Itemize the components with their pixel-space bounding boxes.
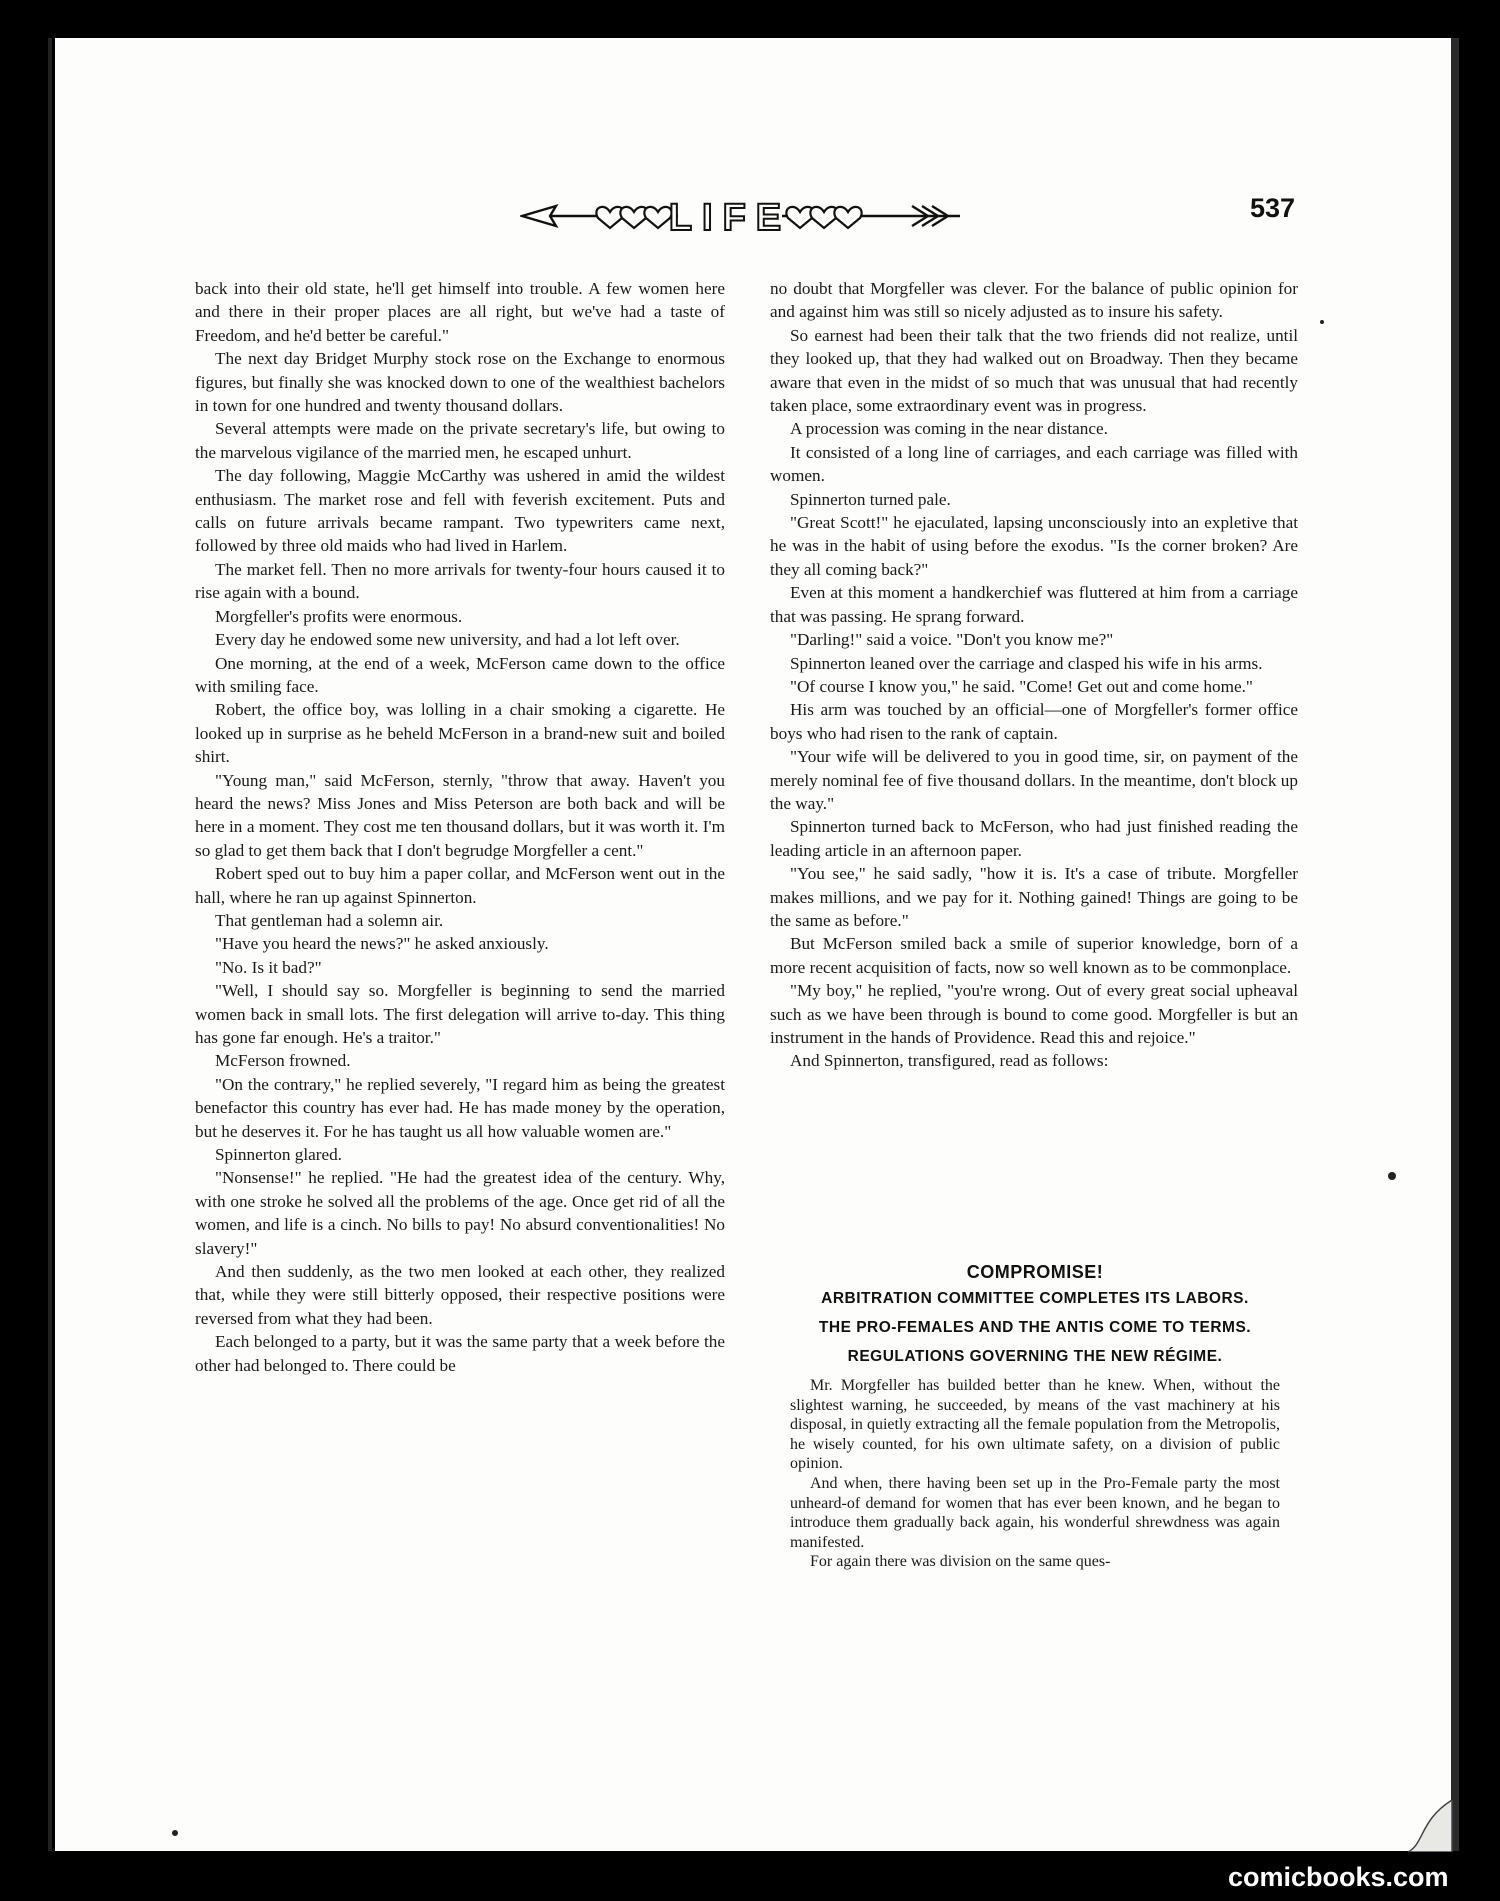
paragraph: Spinnerton glared. — [215, 1145, 342, 1165]
ink-speck — [1320, 320, 1324, 324]
paragraph: And Spinnerton, transfigured, read as follows: — [790, 1051, 1109, 1071]
paragraph: back into their old state, he'll get himself into trouble. A few women here and there in their proper places are all right, but we've had a taste of Freedom, and he'd better be careful." — [195, 279, 725, 345]
paragraph: "On the contrary," he replied severely, "I regard him as being the greatest benefactor this country has ever had. He has made money by the operation, but he deserves it. For he has taught us all how valuable women are." — [195, 1074, 725, 1141]
paragraph: "No. Is it bad?" — [215, 957, 322, 977]
paragraph: "My boy," he replied, "you're wrong. Out of every great social upheaval such as we have been through is bound to come good. Morgfeller is but an instrument in the hands of Providence. Read this and rejoice." — [770, 981, 1298, 1047]
hearts-left-icon — [596, 207, 671, 228]
paragraph: "Great Scott!" he ejaculated, lapsing unconsciously into an expletive that he was in the habit of using before the exodus. "Is the corner broken? Are they all coming back?" — [770, 513, 1298, 579]
article-subhead: REGULATIONS GOVERNING THE NEW RÉGIME. — [847, 1348, 1223, 1365]
paragraph: One morning, at the end of a week, McFerson came down to the office with smiling face. — [195, 653, 725, 696]
article-subhead: THE PRO-FEMALES AND THE ANTIS COME TO TERMS. — [818, 1319, 1252, 1336]
paragraph: "Darling!" said a voice. "Don't you know me?" — [790, 630, 1114, 650]
watermark: comicbooks.com — [1228, 1862, 1449, 1892]
paragraph: Each belonged to a party, but it was the same party that a week before the other had belonged to. There could be — [195, 1332, 725, 1375]
paragraph: Robert, the office boy, was lolling in a chair smoking a cigarette. He looked up in surprise as he beheld McFerson in a brand-new suit and boiled shirt. — [195, 700, 725, 767]
binding-gutter — [48, 38, 52, 1851]
paragraph: "Young man," said McFerson, sternly, "throw that away. Haven't you heard the news? Miss Jones and Miss Peterson are both back and will be here in a moment. They cost me ten thousand dollars, but it was worth it. I'm so glad to get them back that I don't begrudge Morgfeller a cent." — [195, 770, 725, 860]
newspaper-article — [790, 1262, 1280, 1572]
paragraph: The next day Bridget Murphy stock rose on the Exchange to enormous figures, but finally she was knocked down to one of the wealthiest bachelors in town for one hundred and twenty thousand dollars. — [195, 349, 725, 416]
paragraph: So earnest had been their talk that the two friends did not realize, until they looked up, that they had walked out on Broadway. Then they became aware that even in the midst of so much that was unusual that had recently taken place, some extraordinary event was in progress. — [770, 325, 1298, 416]
paragraph: no doubt that Morgfeller was clever. For the balance of public opinion for and against him was still so nicely adjusted as to insure his safety. — [770, 279, 1298, 322]
paragraph: Spinnerton turned back to McFerson, who had just finished reading the leading article in an afternoon paper. — [770, 817, 1298, 860]
ink-speck — [172, 1830, 178, 1836]
paragraph: That gentleman had a solemn air. — [215, 910, 444, 930]
article-body — [790, 1376, 1280, 1572]
paragraph: His arm was touched by an official—one of Morgfeller's former office boys who had risen to the rank of captain. — [770, 700, 1298, 743]
paragraph: For again there was division on the same ques- — [810, 1553, 1111, 1571]
paragraph: "Nonsense!" he replied. "He had the greatest idea of the century. Why, with one stroke he solved all the problems of the age. Once get rid of all the women, and life is a cinch. No bills to pay! No absurd conventionalities! No slavery!" — [195, 1168, 725, 1258]
hearts-right-icon — [786, 207, 861, 228]
page-corner-curl-icon — [1408, 1800, 1453, 1852]
life-masthead — [520, 192, 970, 236]
paragraph: Morgfeller's profits were enormous. — [215, 606, 463, 626]
article-headline: COMPROMISE! — [966, 1262, 1104, 1282]
paragraph: The market fell. Then no more arrivals for twenty-four hours caused it to rise again with a bound. — [195, 559, 725, 603]
paragraph: Robert sped out to buy him a paper collar, and McFerson went out in the hall, where he ran up against Spinnerton. — [195, 864, 725, 907]
paragraph: McFerson frowned. — [215, 1051, 351, 1071]
paragraph: "Well, I should say so. Morgfeller is beginning to send the married women back in small lots. The first delegation will arrive to-day. This thing has gone far enough. He's a traitor." — [195, 981, 725, 1047]
masthead-title: LIFE — [668, 197, 792, 236]
right-column — [770, 277, 1298, 1073]
paragraph: Several attempts were made on the private secretary's life, but owing to the marvelous vigilance of the married men, he escaped unhurt. — [195, 419, 725, 462]
paragraph: But McFerson smiled back a smile of superior knowledge, born of a more recent acquisition of facts, now so well known as to be commonplace. — [770, 934, 1298, 977]
page-number: 537 — [1250, 193, 1296, 223]
paragraph: Spinnerton turned pale. — [790, 489, 951, 509]
paragraph: Even at this moment a handkerchief was fluttered at him from a carriage that was passing. He sprang forward. — [770, 583, 1298, 626]
paragraph: "You see," he said sadly, "how it is. It's a case of tribute. Morgfeller makes millions, and we pay for it. Nothing gained! Things are going to be the same as before." — [770, 864, 1298, 930]
paragraph: The day following, Maggie McCarthy was ushered in amid the wildest enthusiasm. The market rose and fell with feverish excitement. Puts and calls on future arrivals became rampant. Two typewriters came next, followed by three old maids who had lived in Harlem. — [195, 466, 725, 556]
paragraph: And then suddenly, as the two men looked at each other, they realized that, while they were still bitterly opposed, their respective positions were reversed from what they had been. — [195, 1262, 725, 1328]
article-subhead: ARBITRATION COMMITTEE COMPLETES ITS LABORS. — [821, 1290, 1249, 1307]
left-column — [195, 277, 725, 1377]
paragraph: It consisted of a long line of carriages, and each carriage was filled with women. — [770, 442, 1298, 486]
paragraph: "Have you heard the news?" he asked anxiously. — [215, 934, 549, 954]
paragraph: Mr. Morgfeller has builded better than he knew. When, without the slightest warning, he succeeded, by means of the vast machinery at his disposal, in quietly extracting all the female population from the Metropolis, he wisely counted, for his own ultimate safety, on a division of public opinion. — [790, 1377, 1280, 1473]
paragraph: A procession was coming in the near distance. — [790, 419, 1108, 439]
page-edge-shadow — [1451, 38, 1459, 1851]
paragraph: And when, there having been set up in the Pro-Female party the most unheard-of demand for women that has ever been known, and he began to introduce them gradually back again, his wonderful shrewdness was again manifested. — [790, 1474, 1280, 1551]
paragraph: "Your wife will be delivered to you in good time, sir, on payment of the merely nominal fee of five thousand dollars. In the meantime, don't block up the way." — [770, 747, 1298, 813]
ink-speck — [1388, 1172, 1396, 1180]
paragraph: Every day he endowed some new university, and had a lot left over. — [215, 630, 680, 650]
paragraph: Spinnerton leaned over the carriage and clasped his wife in his arms. — [790, 653, 1263, 673]
paragraph: "Of course I know you," he said. "Come! Get out and come home." — [790, 676, 1253, 696]
